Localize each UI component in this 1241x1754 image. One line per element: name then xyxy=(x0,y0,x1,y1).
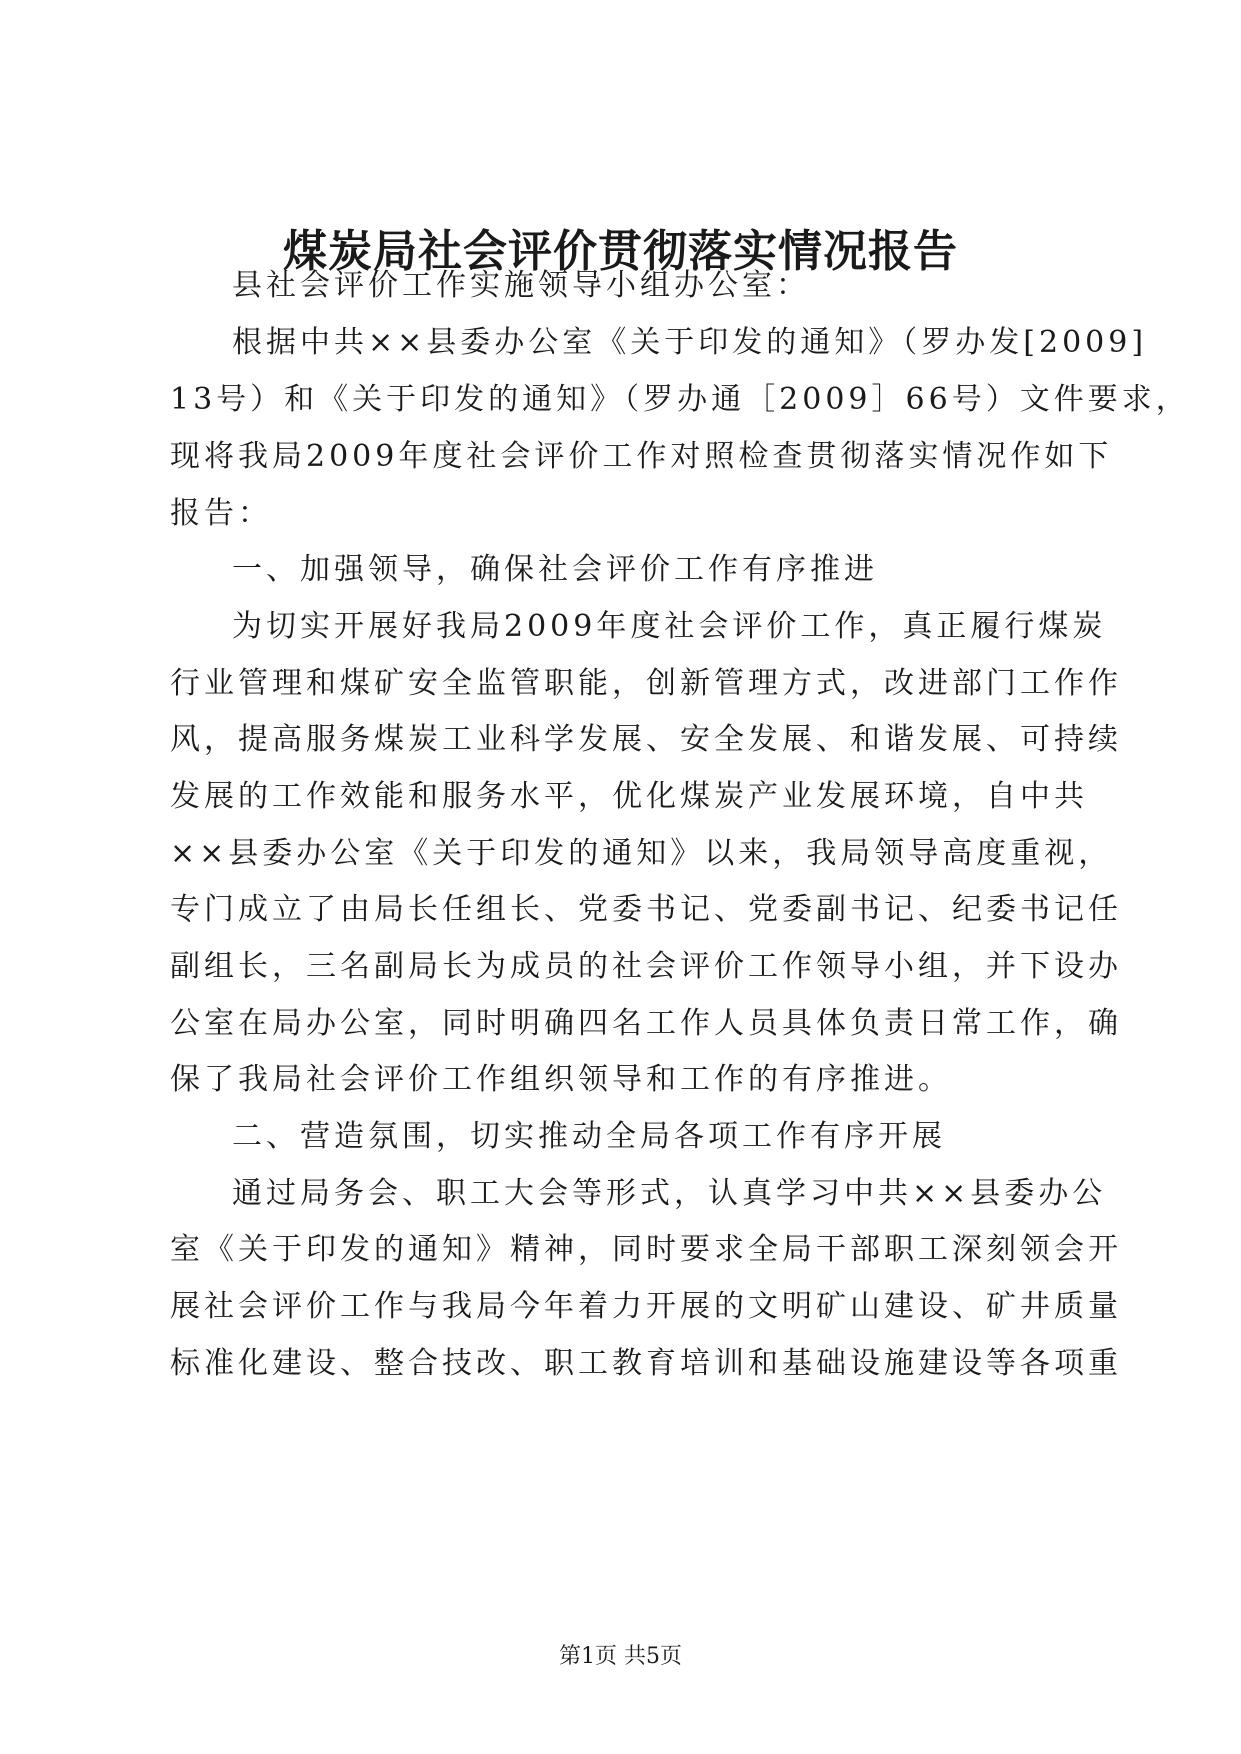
paragraph-line: 保了我局社会评价工作组织领导和工作的有序推进。 xyxy=(170,1062,952,1097)
paragraph-line: 为切实开展好我局2009年度社会评价工作，真正履行煤炭 xyxy=(232,609,1107,644)
paragraph-line: 展社会评价工作与我局今年着力开展的文明矿山建设、矿井质量 xyxy=(170,1289,1122,1324)
paragraph-line: 风，提高服务煤炭工业科学发展、安全发展、和谐发展、可持续 xyxy=(170,722,1122,757)
paragraph-line: 报告： xyxy=(170,496,272,531)
paragraph-line: 副组长，三名副局长为成员的社会评价工作领导小组，并下设办 xyxy=(170,949,1122,984)
paragraph-line: 公室在局办公室，同时明确四名工作人员具体负责日常工作，确 xyxy=(170,1006,1122,1041)
paragraph-line: 现将我局2009年度社会评价工作对照检查贯彻落实情况作如下 xyxy=(170,439,1113,474)
page-number-footer: 第1页 共5页 xyxy=(559,1644,682,1669)
paragraph-line: 标准化建设、整合技改、职工教育培训和基础设施建设等各项重 xyxy=(170,1346,1122,1381)
paragraph-line: 发展的工作效能和服务水平，优化煤炭产业发展环境，自中共 xyxy=(170,779,1088,814)
section-heading: 二、营造氛围，切实推动全局各项工作有序开展 xyxy=(232,1119,946,1154)
salutation-line: 县社会评价工作实施领导小组办公室： xyxy=(232,268,810,303)
paragraph-line: 根据中共××县委办公室《关于印发的通知》（罗办发[2009] xyxy=(232,325,1148,360)
document-title: 煤炭局社会评价贯彻落实情况报告 xyxy=(283,226,958,277)
paragraph-line: 行业管理和煤矿安全监管职能，创新管理方式，改进部门工作作 xyxy=(170,666,1122,701)
paragraph-line: 专门成立了由局长任组长、党委书记、党委副书记、纪委书记任 xyxy=(170,892,1122,927)
paragraph-line: 通过局务会、职工大会等形式，认真学习中共××县委办公 xyxy=(232,1176,1107,1211)
paragraph-line: ××县委办公室《关于印发的通知》以来，我局领导高度重视， xyxy=(170,836,1113,871)
paragraph-line: 13号）和《关于印发的通知》（罗办通［2009］66号）文件要求， xyxy=(170,382,1190,417)
paragraph-line: 室《关于印发的通知》精神，同时要求全局干部职工深刻领会开 xyxy=(170,1232,1122,1267)
section-heading: 一、加强领导，确保社会评价工作有序推进 xyxy=(232,552,878,587)
